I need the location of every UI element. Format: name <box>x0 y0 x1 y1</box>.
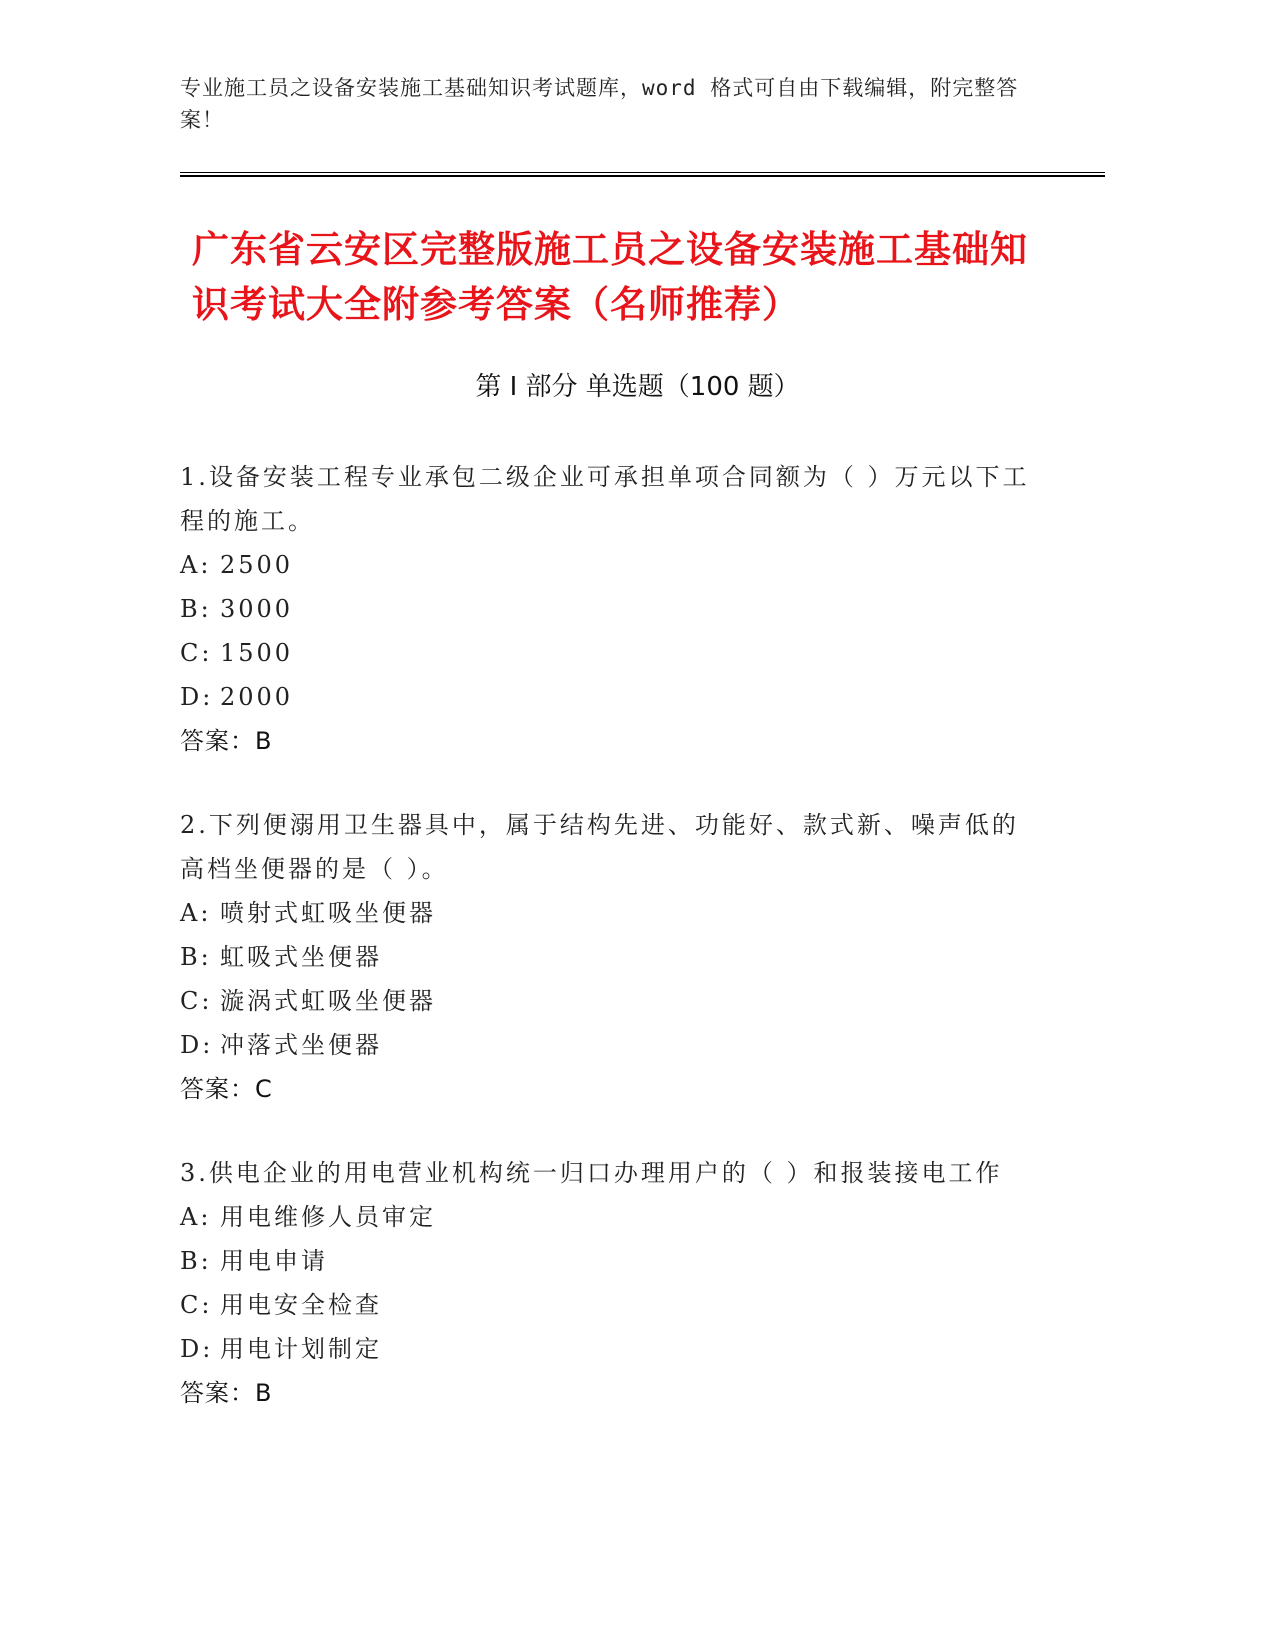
option-text: 2000 <box>220 683 294 711</box>
option-a <box>180 891 1040 935</box>
document-title: 广东省云安区完整版施工员之设备安装施工基础知识考试大全附参考答案（名师推荐） <box>192 228 1028 326</box>
option-d <box>180 1023 1040 1067</box>
option-a <box>180 1195 1040 1239</box>
header-divider-thick <box>180 175 1105 177</box>
option-d <box>180 1327 1040 1371</box>
option-b <box>180 935 1040 979</box>
option-letter: C: <box>180 987 213 1015</box>
option-letter: D: <box>180 1335 214 1363</box>
question-3 <box>180 1151 1040 1415</box>
answer: 答案：B <box>180 727 273 755</box>
option-letter: C: <box>180 1291 213 1319</box>
answer: 答案：B <box>180 1379 273 1407</box>
option-text: 漩涡式虹吸坐便器 <box>220 987 436 1015</box>
section-heading: 第 I 部分 单选题（100 题） <box>475 372 800 402</box>
option-text: 2500 <box>220 551 294 579</box>
header-note: 专业施工员之设备安装施工基础知识考试题库，word 格式可自由下载编辑，附完整答案！ <box>180 76 1019 132</box>
option-letter: C: <box>180 639 213 667</box>
option-c <box>180 979 1040 1023</box>
option-text: 用电维修人员审定 <box>220 1203 436 1231</box>
option-text: 冲落式坐便器 <box>220 1031 382 1059</box>
option-text: 1500 <box>220 639 294 667</box>
option-text: 虹吸式坐便器 <box>220 943 382 971</box>
option-letter: A: <box>180 899 212 927</box>
option-text: 用电申请 <box>220 1247 328 1275</box>
option-b <box>180 587 1040 631</box>
option-text: 用电安全检查 <box>220 1291 382 1319</box>
question-stem: 3.供电企业的用电营业机构统一归口办理用户的（ ）和报装接电工作 <box>180 1159 1003 1187</box>
option-c <box>180 1283 1040 1327</box>
option-letter: A: <box>180 551 212 579</box>
option-b <box>180 1239 1040 1283</box>
option-letter: B: <box>180 595 212 623</box>
header-divider-thin <box>180 172 1105 173</box>
question-2 <box>180 803 1040 1111</box>
option-d <box>180 675 1040 719</box>
question-1 <box>180 455 1040 763</box>
option-text: 喷射式虹吸坐便器 <box>220 899 436 927</box>
option-c <box>180 631 1040 675</box>
question-stem: 2.下列便溺用卫生器具中，属于结构先进、功能好、款式新、噪声低的高档坐便器的是（ ）。 <box>180 811 1019 883</box>
option-text: 3000 <box>220 595 294 623</box>
option-letter: A: <box>180 1203 212 1231</box>
option-letter: B: <box>180 943 212 971</box>
option-a <box>180 543 1040 587</box>
option-letter: D: <box>180 683 214 711</box>
question-stem: 1.设备安装工程专业承包二级企业可承担单项合同额为（ ）万元以下工程的施工。 <box>180 463 1030 535</box>
answer: 答案：C <box>180 1075 273 1103</box>
option-letter: B: <box>180 1247 212 1275</box>
option-letter: D: <box>180 1031 214 1059</box>
option-text: 用电计划制定 <box>220 1335 382 1363</box>
